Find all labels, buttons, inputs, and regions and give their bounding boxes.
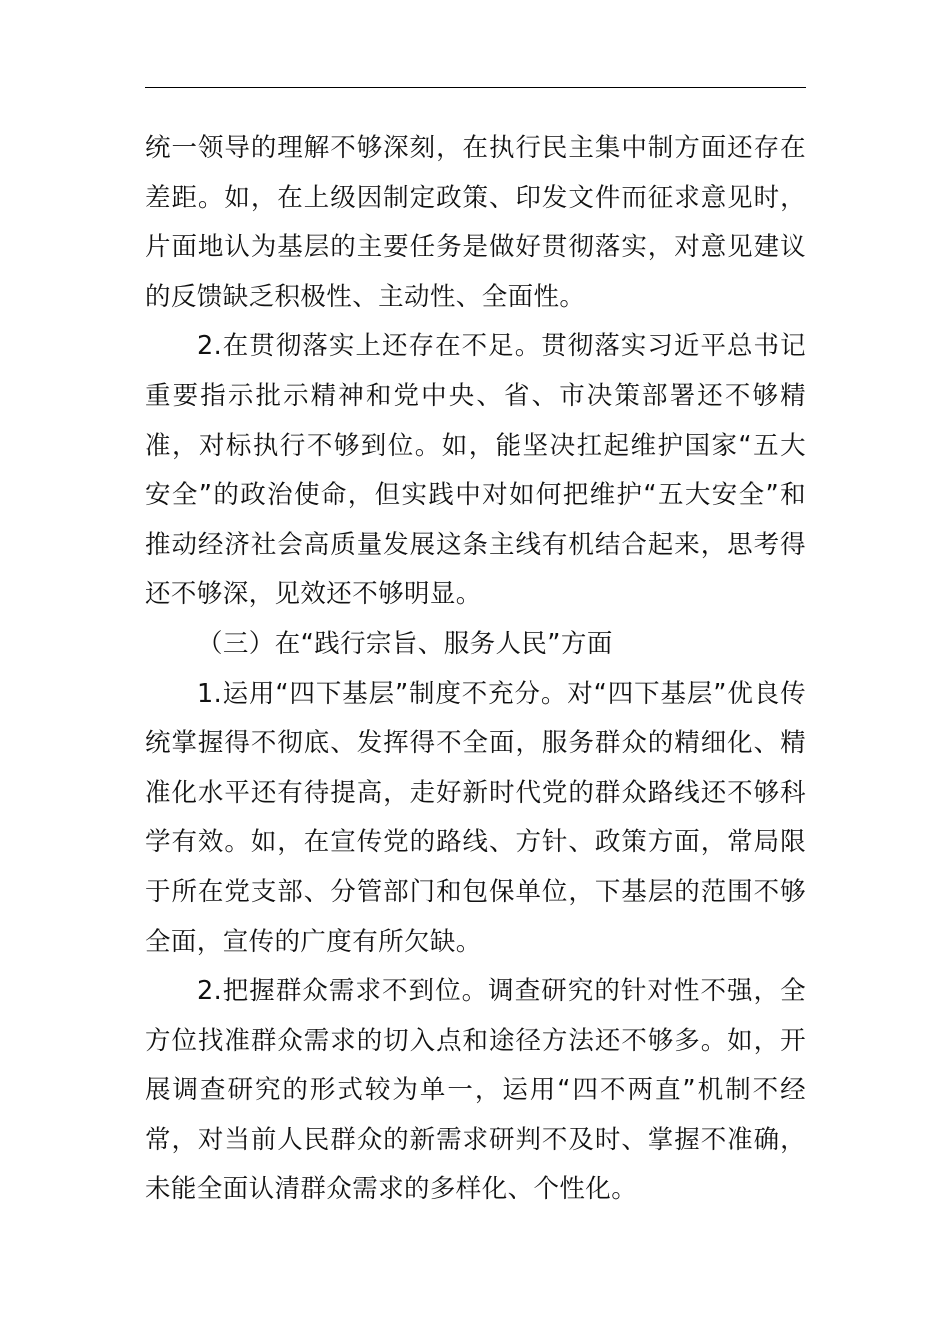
header-rule — [145, 87, 806, 88]
paragraph-four-down-grassroots: 1.运用“四下基层”制度不充分。对“四下基层”优良传统掌握得不彻底、发挥得不全面，服务群众的精细化、精准化水平还有待提高，走好新时代党的群众路线还不够科学有效。如，在宣传党的路线、方针、政策方面，常局限于所在党支部、分管部门和包保单位，下基层的范围不够全面，宣传的广度有所欠缺。 — [145, 678, 806, 957]
section-heading-serve-people: （三）在“践行宗旨、服务人民”方面 — [197, 628, 613, 659]
body-text — [145, 124, 806, 1215]
paragraph-public-needs: 2.把握群众需求不到位。调查研究的针对性不强，全方位找准群众需求的切入点和途径方法还不够多。如，开展调查研究的形式较为单一，运用“四不两直”机制不经常，对当前人民群众的新需求研判不及时、掌握不准确，未能全面认清群众需求的多样化、个性化。 — [145, 976, 806, 1205]
paragraph-continuation: 统一领导的理解不够深刻，在执行民主集中制方面还存在差距。如，在上级因制定政策、印发文件而征求意见时，片面地认为基层的主要任务是做好贯彻落实，对意见建议的反馈缺乏积极性、主动性、全面性。 — [145, 133, 806, 312]
paragraph-implementation-gap: 2.在贯彻落实上还存在不足。贯彻落实习近平总书记重要指示批示精神和党中央、省、市决策部署还不够精准，对标执行不够到位。如，能坚决扛起维护国家“五大安全”的政治使命，但实践中对如何把维护“五大安全”和推动经济社会高质量发展这条主线有机结合起来，思考得还不够深，见效还不够明显。 — [145, 331, 806, 610]
